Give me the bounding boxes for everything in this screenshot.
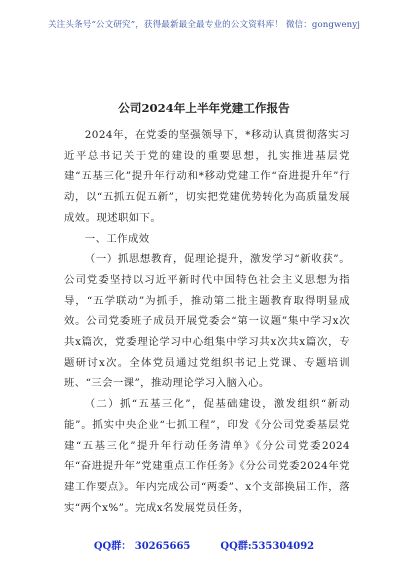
paragraph-thought-education: （一）抓思想教育，促理论提升，激发学习“新收获”。公司党委坚持以习近平新时代中国特色社会主义思想为指导，“五学联动”为抓手，推动第二批主题教育取得明显成效。公司党委班子成员开展党委会“第一议题”集中学习x次共x篇次，党委理论学习中心组集中学习共x次共x篇次，专题研讨x次。全体党员通过党组织书记上党课、专题培训班、“三会一课”，推动理论学习入脑入心。: [64, 253, 350, 390]
header-notice: 关注头条号“公文研究”，获得最新最全最专业的公文资料库！ 微信：gongwenyj: [47, 20, 361, 30]
footer-contacts: [0, 537, 408, 552]
paragraph-five-basics: （二）抓“五基三化”，促基础建设，激发组织“新动能”。抓实中央企业“七抓工程”，印发《分公司党委基层党建“五基三化”提升年行动任务清单》《分公司党委2024年“奋进提升年”党建重点工作任务》《分公司党委2024年党建工作要点》。年内完成公司“两委”、x个支部换届工作，落实“两个x%”。完成x名发展党员任务，: [64, 398, 350, 514]
footer-qq-group-1: QQ群： 30265665: [93, 541, 191, 552]
footer-qq-group-2: QQ群:535304092: [220, 541, 315, 552]
intro-paragraph: 2024年，在党委的坚强领导下，*移动认真贯彻落实习近平总书记关于党的建设的重要思想，扎实推进基层党建“五基三化”提升年行动和*移动党建工作“奋进提升年”行动，以“五抓五促五新”，切实把党建优势转化为高质量发展成效。现述职如下。: [64, 129, 350, 224]
document-body: [64, 125, 350, 518]
section-heading: 一、工作成效: [84, 232, 150, 245]
document-title: 公司2024年上半年党建工作报告: [118, 101, 290, 115]
